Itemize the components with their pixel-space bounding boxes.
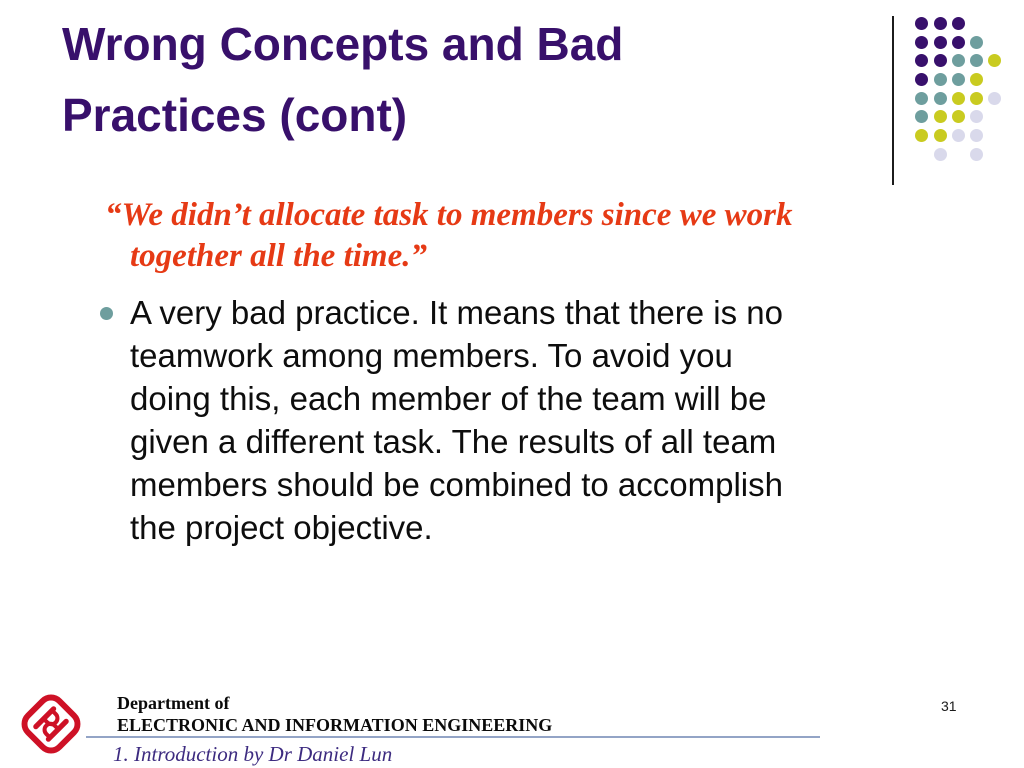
decorative-dot xyxy=(934,17,947,30)
bullet-text-line: given a different task. The results of all team xyxy=(130,423,777,460)
department-title xyxy=(117,692,552,736)
decorative-dot xyxy=(970,148,983,161)
decorative-dot xyxy=(934,148,947,161)
decorative-dot xyxy=(952,54,965,67)
decorative-dot xyxy=(915,17,928,30)
slide-title-line-1: Wrong Concepts and Bad xyxy=(62,18,624,70)
polyu-logo-icon xyxy=(14,684,88,764)
decorative-dot xyxy=(970,54,983,67)
decorative-dot xyxy=(915,73,928,86)
decorative-dot xyxy=(970,129,983,142)
decorative-dot xyxy=(915,129,928,142)
decorative-dot xyxy=(952,129,965,142)
polyu-logo xyxy=(14,684,88,768)
quote-line-2: together all the time.” xyxy=(130,238,427,274)
decorative-dot xyxy=(952,73,965,86)
footer-divider-line xyxy=(86,736,820,738)
course-caption: 1. Introduction by Dr Daniel Lun xyxy=(113,742,393,766)
decorative-dot xyxy=(915,92,928,105)
decorative-dot xyxy=(934,54,947,67)
quote-line-1: “We didn’t allocate task to members since we work xyxy=(105,197,793,233)
decorative-dot xyxy=(952,17,965,30)
slide-title-line-2: Practices (cont) xyxy=(62,89,408,141)
bullet-text-line: doing this, each member of the team will be xyxy=(130,380,767,417)
decorative-dot xyxy=(915,110,928,123)
decorative-dot xyxy=(952,92,965,105)
decorative-dot xyxy=(970,110,983,123)
slide-title xyxy=(62,9,902,151)
bullet-text-line: teamwork among members. To avoid you xyxy=(130,337,733,374)
decorative-dot xyxy=(970,73,983,86)
bullet-text-line: A very bad practice. It means that there is no xyxy=(130,294,784,331)
decorative-dot xyxy=(934,92,947,105)
decorative-dot xyxy=(934,73,947,86)
decorative-dot xyxy=(952,110,965,123)
decorative-dot xyxy=(934,36,947,49)
bullet-text-line: the project objective. xyxy=(130,509,433,546)
quote-text xyxy=(105,195,965,277)
decorative-vertical-rule xyxy=(892,16,894,185)
decorative-dot xyxy=(915,36,928,49)
decorative-dot xyxy=(952,36,965,49)
decorative-dot xyxy=(988,54,1001,67)
decorative-dot xyxy=(970,36,983,49)
bullet-text xyxy=(130,291,960,549)
decorative-dot xyxy=(934,110,947,123)
decorative-dot xyxy=(970,92,983,105)
decorative-dot xyxy=(988,92,1001,105)
page-number: 31 xyxy=(941,698,957,714)
decorative-dot xyxy=(915,54,928,67)
department-line-1: Department of xyxy=(117,693,230,713)
decorative-dot xyxy=(934,129,947,142)
bullet-icon xyxy=(100,307,113,320)
bullet-text-line: members should be combined to accomplish xyxy=(130,466,783,503)
department-line-2: ELECTRONIC AND INFORMATION ENGINEERING xyxy=(117,715,553,735)
